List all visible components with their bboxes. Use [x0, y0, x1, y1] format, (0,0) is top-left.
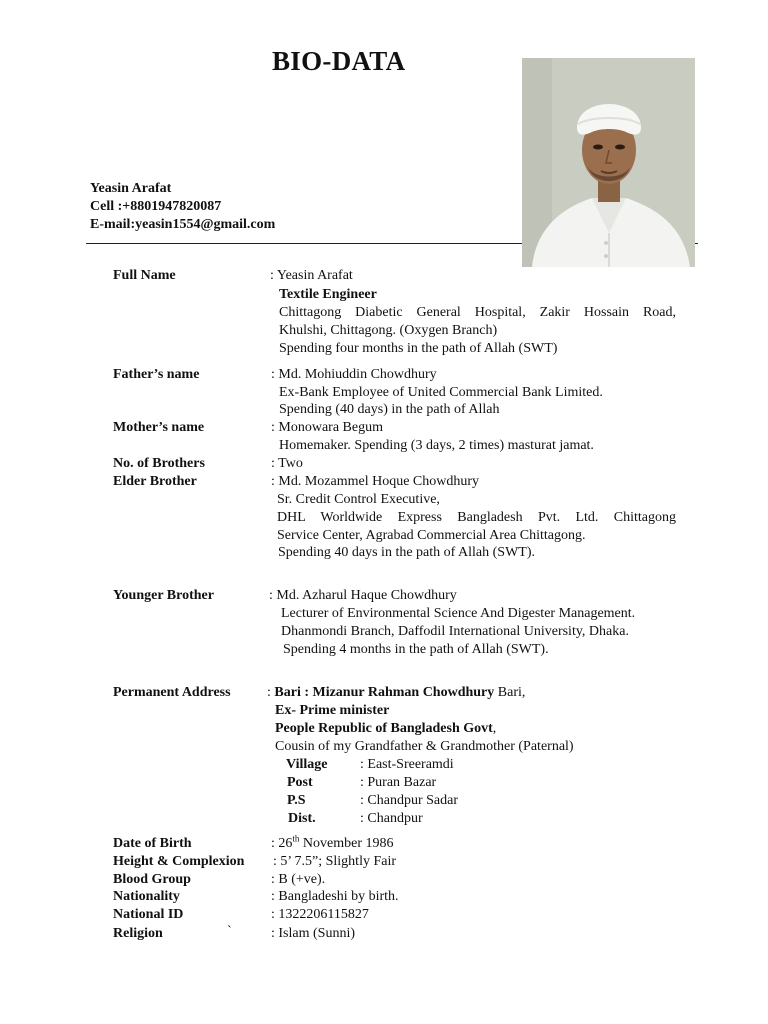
younger-brother-label: Younger Brother: [113, 588, 214, 603]
mother-value: : Monowara Begum: [271, 420, 383, 435]
header-email: E-mail:yeasin1554@gmail.com: [90, 217, 276, 232]
elder-brother-label: Elder Brother: [113, 474, 197, 489]
note-line: Spending four months in the path of Allah (SWT): [279, 341, 558, 356]
full-name-label: Full Name: [113, 268, 176, 283]
brothers-value: : Two: [271, 456, 303, 471]
dob-label: Date of Birth: [113, 836, 192, 851]
blood-group-value: : B (+ve).: [271, 872, 326, 887]
address-detail: [275, 721, 496, 737]
father-label: Father’s name: [113, 367, 200, 382]
address-row-label: P.S: [287, 793, 306, 808]
address-row-label: Post: [287, 775, 313, 790]
portrait-illustration: [522, 58, 695, 267]
younger-brother-detail: Dhanmondi Branch, Daffodil International University, Dhaka.: [281, 624, 629, 639]
younger-brother-value: : Md. Azharul Haque Chowdhury: [269, 588, 457, 603]
address-bari-name: Bari : Mizanur Rahman Chowdhury: [274, 685, 495, 700]
dob-suffix-ordinal: th: [292, 833, 300, 844]
dob-prefix: : 26: [271, 836, 293, 851]
nationality-label: Nationality: [113, 889, 180, 904]
workplace-line: Khulshi, Chittagong. (Oxygen Branch): [279, 323, 498, 338]
religion-value: : Islam (Sunni): [271, 926, 355, 941]
address-row-value: : Puran Bazar: [360, 775, 437, 790]
address-colon: :: [267, 685, 271, 700]
header-name: Yeasin Arafat: [90, 181, 172, 196]
height-value: : 5’ 7.5”; Slightly Fair: [273, 854, 397, 869]
religion-label: Religion: [113, 926, 163, 941]
address-bari: [267, 685, 525, 701]
address-detail: Cousin of my Grandfather & Grandmother (Paternal): [275, 739, 574, 754]
national-id-value: : 1322206115827: [271, 907, 369, 922]
address-bari-suffix: Bari,: [494, 685, 526, 700]
address-row-value: : Chandpur: [360, 811, 423, 826]
father-value: : Md. Mohiuddin Chowdhury: [271, 367, 437, 382]
address-row-label: Dist.: [288, 811, 316, 826]
page-title: BIO-DATA: [272, 46, 406, 76]
nationality-value: : Bangladeshi by birth.: [271, 889, 399, 904]
father-detail: Spending (40 days) in the path of Allah: [279, 402, 500, 417]
profile-photo: [522, 58, 695, 267]
national-id-label: National ID: [113, 907, 184, 922]
younger-brother-detail: Lecturer of Environmental Science And Digester Management.: [281, 606, 636, 621]
address-detail: Ex- Prime minister: [275, 703, 390, 718]
brothers-label: No. of Brothers: [113, 456, 205, 471]
workplace-line: Chittagong Diabetic General Hospital, Zakir Hossain Road,: [279, 305, 676, 320]
address-label: Permanent Address: [113, 685, 231, 700]
elder-brother-detail: Service Center, Agrabad Commercial Area Chittagong.: [277, 528, 586, 543]
address-row-label: Village: [286, 757, 328, 772]
elder-brother-detail: Sr. Credit Control Executive,: [277, 492, 440, 507]
younger-brother-detail: Spending 4 months in the path of Allah (SWT).: [283, 642, 549, 657]
profession: Textile Engineer: [279, 287, 377, 302]
address-row-value: : East-Sreeramdi: [360, 757, 454, 772]
dob-month-year: November 1986: [299, 836, 394, 851]
header-cell: Cell :+8801947820087: [90, 199, 222, 214]
blood-group-label: Blood Group: [113, 872, 191, 887]
height-label: Height & Complexion: [113, 854, 245, 869]
full-name-value: : Yeasin Arafat: [270, 268, 353, 283]
address-detail-bold: People Republic of Bangladesh Govt: [275, 721, 493, 736]
elder-brother-detail: DHL Worldwide Express Bangladesh Pvt. Ltd. Chittagong: [277, 510, 676, 525]
stray-mark: `: [227, 924, 232, 939]
mother-label: Mother’s name: [113, 420, 205, 435]
father-detail: Ex-Bank Employee of United Commercial Bank Limited.: [279, 385, 603, 400]
dob-value: [271, 833, 394, 852]
mother-detail: Homemaker. Spending (3 days, 2 times) masturat jamat.: [279, 438, 594, 453]
address-row-value: : Chandpur Sadar: [360, 793, 458, 808]
address-detail-suffix: ,: [492, 721, 497, 736]
elder-brother-detail: Spending 40 days in the path of Allah (SWT).: [278, 545, 536, 560]
elder-brother-value: : Md. Mozammel Hoque Chowdhury: [271, 474, 480, 489]
